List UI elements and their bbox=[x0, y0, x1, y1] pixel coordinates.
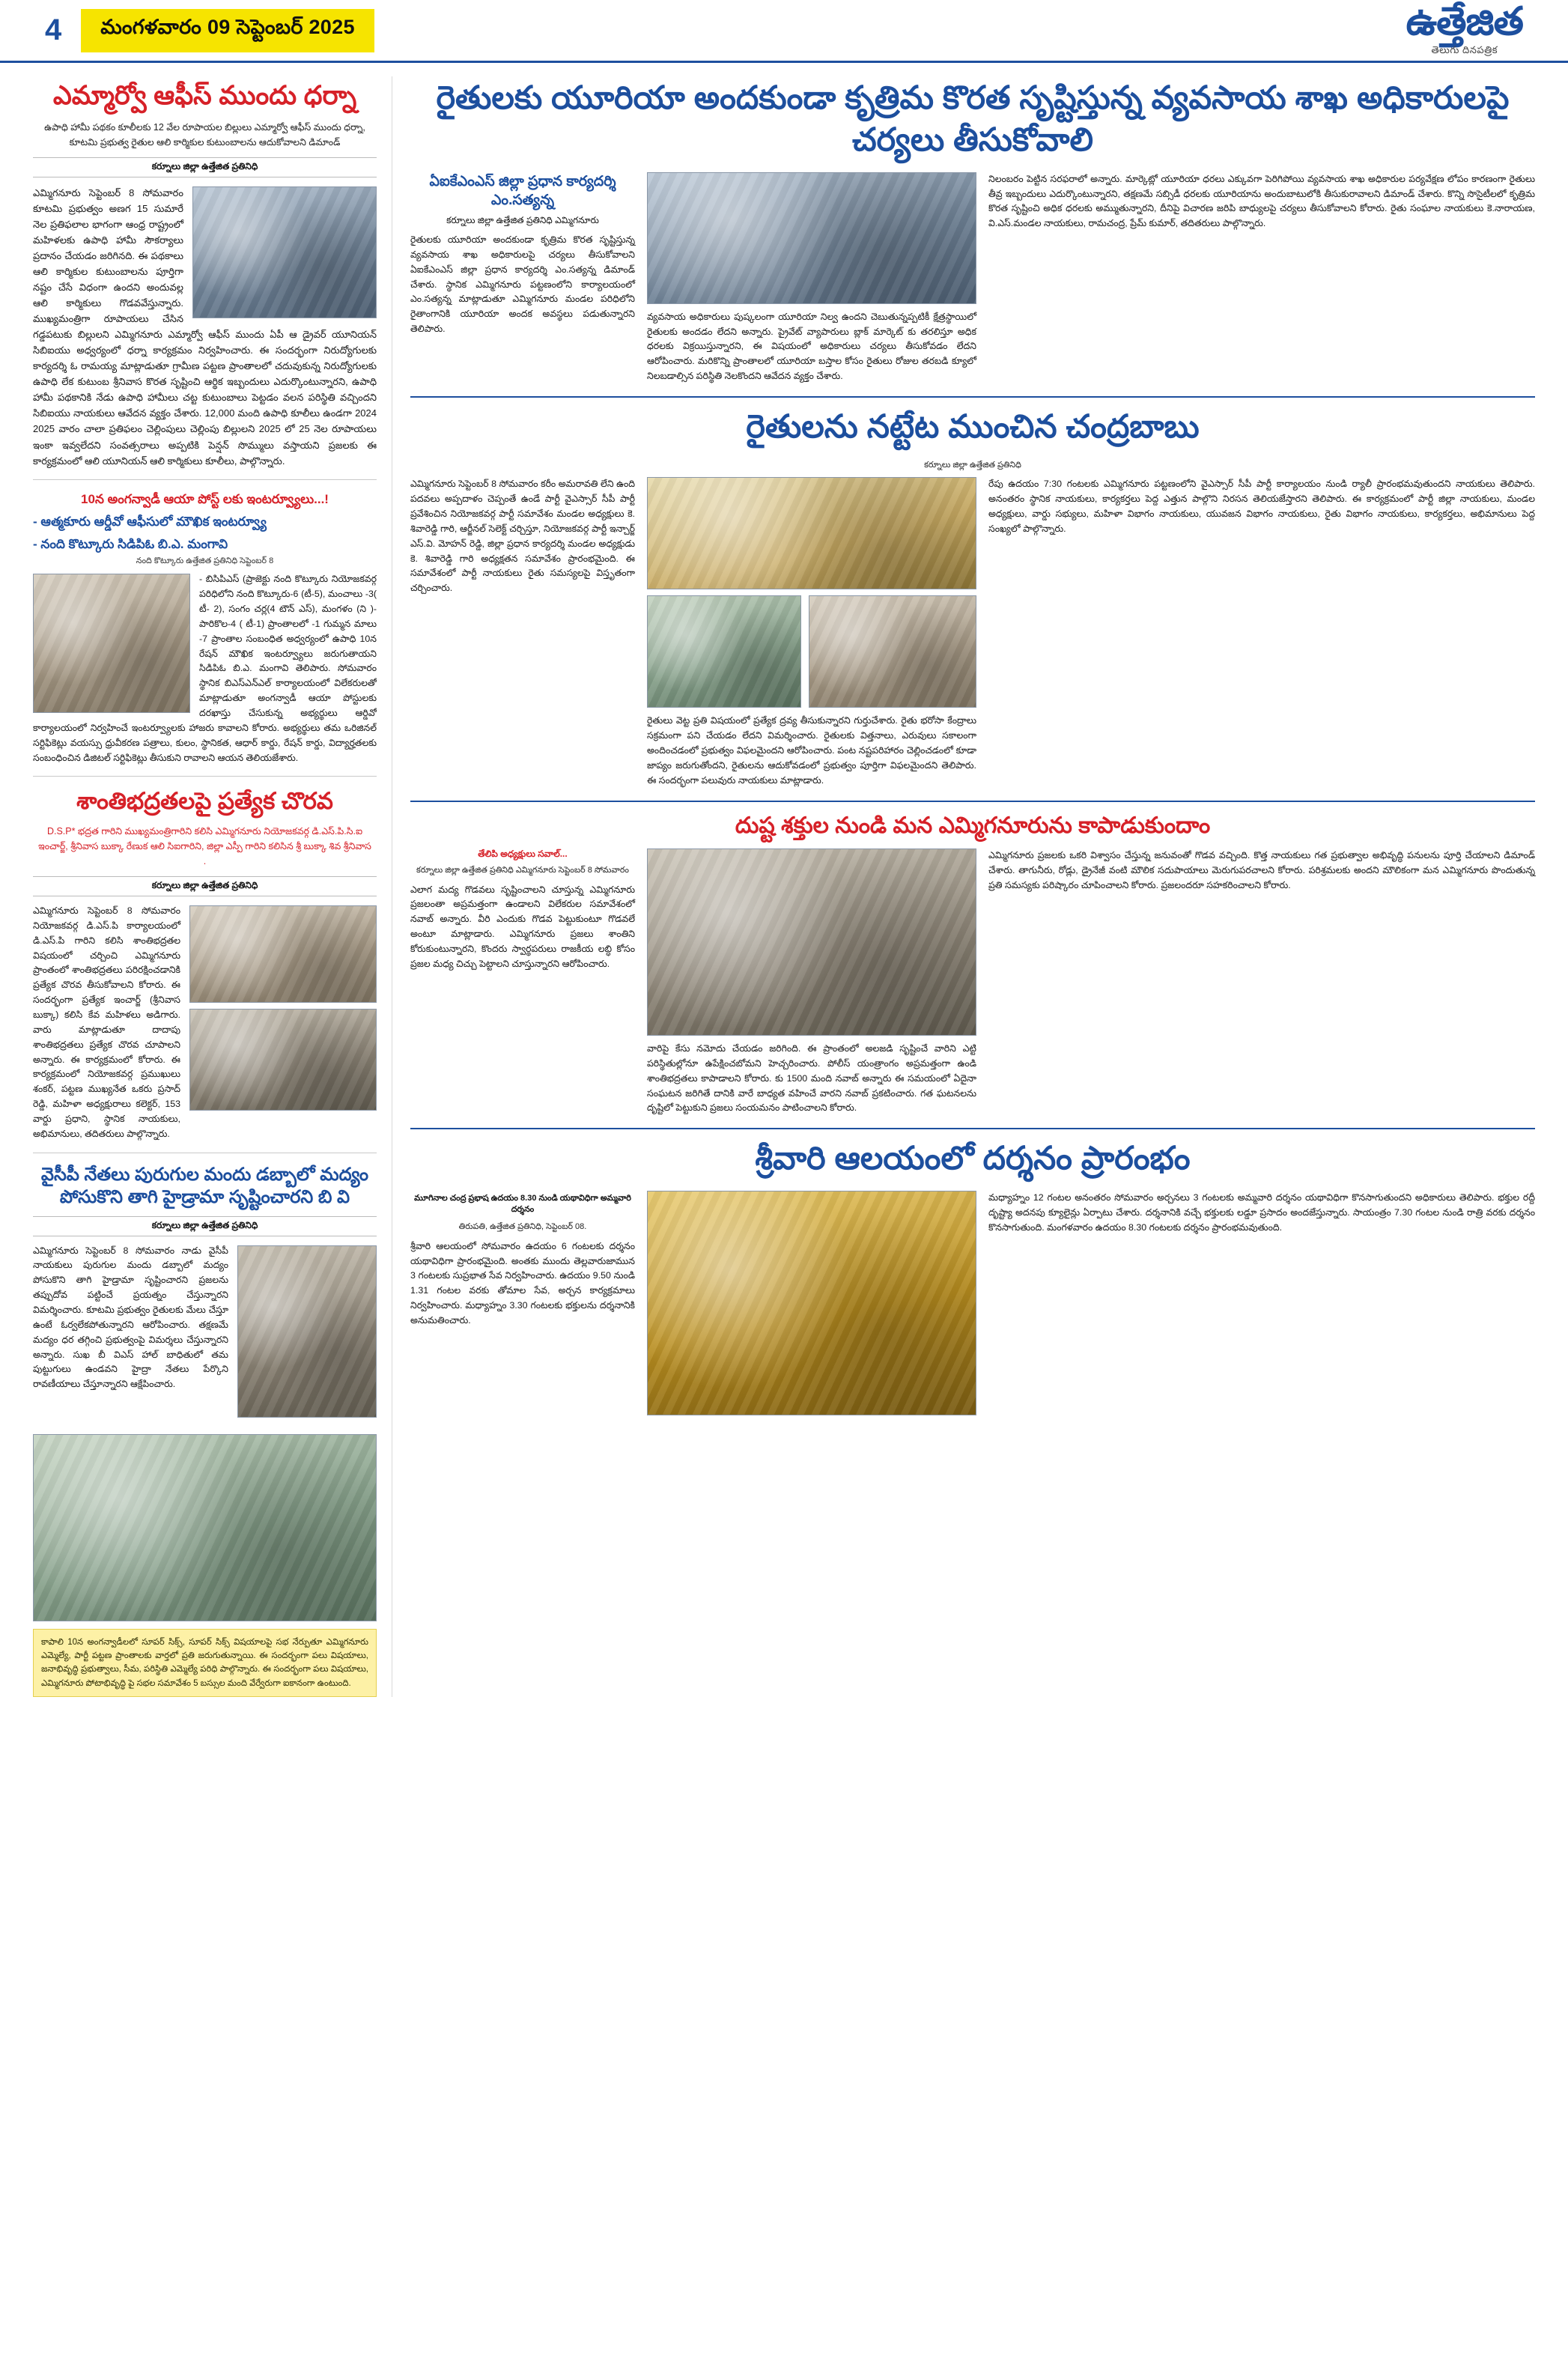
headline: 10న అంగన్వాడీ ఆయా పోస్ట్ లకు ఇంటర్వ్యూలు...! bbox=[81, 491, 329, 506]
article-chandrababu-farmers bbox=[410, 407, 1535, 789]
article-deck: D.S.P* భద్రత గారిని ముఖ్యమంత్రిగారిని కలిసి ఎమ్మిగనూరు నియోజకవర్గ డి.ఎస్.పి.సి.ఐ ఇంచార్జ్, శ్రీనివాస బుక్కా రేణుక ఆలి సిఐగారిని, జిల్లా ఎస్పీ గారిని కలిసిన శ్రీ బుక్కా శివ శ్రీనివాస . bbox=[38, 826, 371, 867]
headline: వైసీపీ నేతలు పురుగుల మందు డబ్బాలో మద్యం పోసుకొని తాగి హైడ్రామా సృష్టించారని బి వి bbox=[40, 1164, 369, 1207]
headline: శ్రీవారి ఆలయంలో దర్శనం ప్రారంభం bbox=[755, 1141, 1191, 1177]
page-content bbox=[0, 63, 1568, 1727]
article-body-col3: నిలంబరం పెట్టిన సరఫరాలో అన్నారు. మార్కెట్లో యూరియా ధరలు ఎక్కువగా పెరిగిపోయి వ్యవసాయ శాఖ అధికారుల పర్యవేక్షణ లోపం కారణంగా రైతులు తీవ్ర ఇబ్బందులు ఎదుర్కొంటున్నారని, తక్షణమే సబ్సిడీ ధరలకు యూరియాను అందుబాటులోకి తీసుకురావాలని డిమాండ్ చేశారు. కొన్ని సొసైటీలలో కృత్రిమ కొరత సృష్టించి అధిక ధరలకు అమ్ముతున్నారని, దీనిపై విచారణ జరిపి బాధ్యులపై చర్యలు తీసుకోవాలని కోరారు. రైతు సంఘాల నాయకులు కె.నారాయణ, వి.ఎస్.మండల నాయకులు, రామచంద్ర, ప్రేమ్ కుమార్, తదితరులు పాల్గొన్నారు. bbox=[988, 173, 1535, 229]
divider bbox=[410, 1128, 1535, 1129]
article-photo-wrap bbox=[189, 905, 377, 1111]
photo-handover bbox=[189, 1009, 377, 1111]
article-body-col1: ఎలాగ మద్య గొడవలు సృష్టించాలని చూస్తున్న ఎమ్మిగనూరు ప్రజలంతా అప్రమత్తంగా ఉండాలని విలేకరుల సమావేశంలో నవాబ్ అన్నారు. వీరి ఎందుకు గొడవ పెట్టుకుంటూ గొడవలే అంటూ మాట్లాడారు. ఎమ్మిగనూరు ప్రజలు శాంతిని కోరుకుంటున్నారని, కొందరు స్వార్థపరులు రాజకీయ లబ్ధి కోసం ప్రజల మధ్య చిచ్చు పెట్టాలని చూస్తున్నారని ఆరోపించారు. bbox=[410, 884, 635, 969]
article-photo-wrap bbox=[192, 186, 377, 318]
divider bbox=[410, 396, 1535, 398]
logo-title: ఉత్తేజిత bbox=[1406, 0, 1523, 43]
article-body-col2: రైతులు వెట్ట ప్రతి విషయంలో ప్రత్యేక ద్రవ్య తీసుకున్నారని గుర్తుచేశారు. రైతు భరోసా కేంద్రాలు సక్రమంగా పని చేయడం లేదని విమర్శించారు. రైతులకు విత్తనాలు, ఎరువులు సకాలంగా అందించడంలో ప్రభుత్వం విఫలమైందని ఆరోపించారు. పంట నష్టపరిహారం చెల్లించడంలో కూడా జాప్యం జరుగుతోందని, రైతులను ఆదుకోవడంలో ప్రభుత్వం పూర్తిగా విఫలమైందని తెలిపారు. ఈ సందర్భంగా పలువురు నాయకులు మాట్లాడారు. bbox=[647, 715, 976, 786]
story-col-3 bbox=[988, 848, 1535, 1116]
headline: శాంతిభద్రతలపై ప్రత్యేక చొరవ bbox=[76, 788, 333, 815]
article-photo-wrap bbox=[237, 1245, 377, 1418]
photo-dsp-meeting bbox=[189, 905, 377, 1003]
article-body-col3: రేపు ఉదయం 7:30 గంటలకు ఎమ్మిగనూరు పట్టణంలోని వైఎస్సార్ సీపీ పార్టీ కార్యాలయం నుండి ర్యాలీ ప్రారంభమవుతుందని నాయకులు తెలిపారు. అనంతరం స్థానిక నాయకులు, కార్యకర్తలు పెద్ద ఎత్తున పాల్గొని నిరసన తెలియజేస్తారని తెలిపారు. ఈ కార్యక్రమంలో పార్టీ జిల్లా నాయకులు, మండల అధ్యక్షులు, వార్డు సభ్యులు, మహిళా విభాగం నాయకులు, యువజన విభాగం నాయకులు, రైతు విభాగం నాయకులు, కార్యకర్తలు, అభిమానులు పెద్ద సంఖ్యలో పాల్గొన్నారు. bbox=[988, 479, 1535, 534]
story-col-2 bbox=[647, 848, 976, 1116]
story-col-1 bbox=[410, 477, 635, 788]
lead-subhead-col bbox=[410, 172, 635, 384]
article-body-col1: ఎమ్మిగనూరు సెప్టెంబర్ 8 సోమవారం కరీం అమరావతి లేని ఉంది పదవలు అప్పదాళం చెప్పంతే ఉండే పార్టీ వైఎస్సార్ సీపీ పార్టీ ప్రవేశించిన నియోజకవర్గ పార్టీ సమావేశం మండల అధ్యక్షులు కె. శివారెడ్డి గారి, ఆర్జీనల్ సెలెక్ట్ చర్చిస్తూ, నియోజకవర్గ పార్టీ ఇన్చార్జ్ ఎస్.వి. మోహన్ రెడ్డి, జిల్లా ప్రధాన కార్యదర్శి మండల అధ్యక్షుడు కె. శివారెడ్డి గారి అధ్యక్షతన సమావేశం ప్రారంభమైంది. ఈ సమావేశంలో పార్టీ నాయకులు రైతు సమస్యలపై విస్తృతంగా చర్చించారు. bbox=[410, 479, 635, 594]
masthead-spacer bbox=[374, 0, 1406, 61]
article-body-col2: వ్యవసాయ అధికారులు పుష్కలంగా యూరియా నిల్వ ఉందని చెబుతున్నప్పటికీ క్షేత్రస్థాయిలో రైతులకు అందడం లేదని అన్నారు. ప్రైవేట్ వ్యాపారులు బ్లాక్ మార్కెట్ కు తరలిస్తూ అధిక ధరలకు విక్రయిస్తున్నారని, ఈ విషయంలో అధికారులు చర్యలు తీసుకోవడం లేదని ఆరోపించారు. మరికొన్ని ప్రాంతాలలో యూరియా బస్తాల కోసం రైతులు రోజుల తరబడి క్యూలో నిలబడాల్సిన పరిస్థితి నెలకొందని ఆవేదన వ్యక్తం చేశారు. bbox=[647, 311, 976, 382]
article-srivari-darshan bbox=[410, 1138, 1535, 1415]
story-col-2 bbox=[647, 477, 976, 788]
article-law-and-order bbox=[33, 787, 377, 1141]
kicker: మూగినాల చంద్ర ప్రభాష ఉదయం 8.30 నుండి యథావిధిగా అమ్మవారి దర్శనం bbox=[414, 1194, 631, 1215]
page-number: 4 bbox=[45, 13, 62, 46]
article-body-col1: రైతులకు యూరియా అందకుండా కృత్రిమ కొరత సృష్టిస్తున్న వ్యవసాయ శాఖ అధికారులపై చర్యలు తీసుకోవాలని ఏఐకేఎంఎస్ జిల్లా ప్రధాన కార్యదర్శి ఎం.సత్యన్న డిమాండ్ చేశారు. స్థానిక ఎమ్మిగనూరు పట్టణంలోని కార్యాలయంలో ఎం.సత్యన్న మాట్లాడుతూ ఎమ్మిగనూరు మండల పరిధిలోని రైతాంగానికి యూరియా అందక అవస్థలు పడుతున్నారని తెలిపారు. bbox=[410, 234, 635, 335]
lead-photo-col bbox=[647, 172, 976, 384]
divider bbox=[33, 776, 377, 777]
kicker: తేలిపి అధ్యక్షులు సవాల్... bbox=[478, 848, 568, 860]
headline: రైతులను నట్టేట ముంచిన చంద్రబాబు bbox=[746, 409, 1200, 445]
headline: రైతులకు యూరియా అందకుండా కృత్రిమ కొరత సృష్టిస్తున్న వ్యవసాయ శాఖ అధికారులపై చర్యలు తీసుకోవాలి bbox=[436, 80, 1510, 158]
article-ycp-liquor-drama bbox=[33, 1164, 377, 1424]
photo-dharna-crowd bbox=[192, 186, 377, 318]
photo-party-meeting-1 bbox=[647, 595, 801, 708]
bottom-note: కాపాలి 10న అంగన్వాడీలలో సూపర్ సిక్స్, సూపర్ సిక్స్ విషయాలపై సభ నేర్పుతూ ఎమ్మిగనూరు ఎమ్మెల్యే, పార్టీ పట్టణ ప్రాంతాలకు వార్తలో ప్రతి జరుగుతున్నాయి. ఈ సందర్భంగా పలు విషయాలు, జనాభివృద్ధి ప్రభుత్వాలు, సీమ, పరిస్థితి ఎమ్మెల్యే పరిధి పాల్గొన్నారు. ఈ సందర్భంగా పలు విషయాలు, ఎమ్మిగనూరు పోటాభివృద్ధి పై సభల సమావేశం 5 బస్సుల మంది వేర్వేరుగా ఐకానంగా ఉంటుంది. bbox=[33, 1629, 377, 1698]
left-column bbox=[33, 76, 392, 1697]
article-body-col3: ఎమ్మిగనూరు ప్రజలకు ఒకరి విశ్వాసం చేస్తున్న జనువంతో గొడవ వచ్చింది. కొత్త నాయకులు గత ప్రభుత్వాల అభివృద్ధి పనులను పూర్తి చేయాలని డిమాండ్ చేశారు. తాగునీరు, రోడ్లు, డ్రైనేజీ వంటి మౌలిక సదుపాయాలు మెరుగుపరచాలని కోరారు. పరిశ్రమలకు అందని మౌలికంగా మన ఎమ్మిగనూరు పొందుతున్న ప్రతి సమస్యకు పరిష్కారం చూపించాలని కోరారు. ప్రజలందరూ సహకరించాలని కోరారు. bbox=[988, 850, 1535, 890]
subheadline: ఏఐకేఎంఎస్ జిల్లా ప్రధాన కార్యదర్శి ఎం.సత్యన్న bbox=[429, 173, 616, 209]
masthead-left bbox=[0, 0, 374, 61]
photo-cdpo-officer bbox=[33, 574, 190, 713]
story-col-3 bbox=[988, 477, 1535, 788]
byline: కర్నూలు జిల్లా ఉత్తేజిత ప్రతినిధి ఎమ్మిగనూరు సెప్టెంబర్ 8 సోమవారం bbox=[416, 866, 630, 875]
subheadline-2: - నంది కొట్కూరు సిడిపిఓ బి.ఎ. మంగావి bbox=[33, 536, 228, 551]
byline: నంది కొట్కూరు ఉత్తేజిత ప్రతినిధి సెప్టెంబర్ 8 bbox=[136, 556, 274, 566]
byline: కర్నూలు జిల్లా ఉత్తేజిత ప్రతినిధి ఎమ్మిగనూరు bbox=[446, 215, 599, 226]
headline: దుష్ట శక్తుల నుండి మన ఎమ్మిగనూరును కాపాడుకుందాం bbox=[735, 813, 1211, 838]
newspaper-logo bbox=[1406, 0, 1568, 61]
photo-party-meeting-2 bbox=[809, 595, 976, 708]
article-body: ఎమ్మిగనూరు సెప్టెంబర్ 8 సోమవారం నాడు వైసీపీ నాయకులు పురుగుల మందు డబ్బాలో మద్యం పోసుకొని తాగి హైడ్రామా సృష్టించారని ప్రజలను తప్పుదోవ పట్టించే ప్రయత్నం చేస్తున్నారని విమర్శించారు. కూటమి ప్రభుత్వం రైతులకు మేలు చేస్తూ ఉంటే ఓర్వలేకపోతున్నారని ఆరోపించారు. తక్షణమే మద్యం ధర తగ్గించి ప్రభుత్వంపై విమర్శలు చేస్తున్నారని అన్నారు. సుఖ బీ విఎస్ హాల్ బాధితులో తమ పుట్టుగులు ఉండవని హైద్రా నేతలు పేర్కొని రావణీయాలు చేస్తూన్నారని ఆక్షేపించారు. bbox=[33, 1245, 228, 1390]
byline: కర్నూలు జిల్లా ఉత్తేజిత ప్రతినిధి bbox=[33, 157, 377, 177]
article-emmarvo-dharna bbox=[33, 79, 377, 469]
photo-bottom-meeting bbox=[33, 1434, 377, 1621]
byline: తిరుపతి, ఉత్తేజిత ప్రతినిధి, సెప్టెంబర్ 08. bbox=[458, 1222, 587, 1232]
photo-nawab-portrait bbox=[647, 848, 976, 1036]
article-photo-wrap bbox=[33, 574, 190, 713]
article-body: ఎమ్మిగనూరు సెప్టెంబర్ 8 సోమవారం నియోజకవర్గ డి.ఎస్.పి కార్యాలయంలో డి.ఎస్.పి గారిని కలిసి శాంతిభద్రతల విషయంలో చర్చించి ఎమ్మిగనూరు ప్రాంతంలో శాంతిభద్రతలు పరిరక్షించడానికి ప్రత్యేక చొరవ తీసుకోవాలని కోరారు. ఈ సందర్భంగా ప్రత్యేక ఇంచార్జ్ (శ్రీనివాస బుక్కా) కలిసి కేవ మహిళలు అడిగారు. వారు మాట్లాడుతూ దాదాపు శాంతిభద్రతలు ప్రత్యేక చొరవ చూపాలని అన్నారు. ఈ కార్యక్రమంలో కోరారు. ఈ కార్యక్రమంలో నియోజకవర్గ ప్రముఖులు శంకర్, పట్టణ ముఖ్యనేత ఒకరు ప్రసాద్ రెడ్డి, మహిళా అధ్యక్షురాలు కలెక్టర్, 153 వార్డు ప్రధాని, స్థానిక నాయకులు, అభిమానులు, తదితరులు పాల్గొన్నారు. bbox=[33, 905, 180, 1139]
article-body-col2: మధ్యాహ్నం 12 గంటల అనంతరం సోమవారం అర్చనలు 3 గంటలకు అమ్మవారి దర్శనం యథావిధిగా కొనసాగుతుందని అధికారులు తెలిపారు. భక్తుల రద్దీ దృష్ట్యా అదనపు క్యూలైన్లు ఏర్పాటు చేశారు. దర్శనానికి వచ్చే భక్తులకు లడ్డూ ప్రసాదం అందజేస్తున్నారు. సాయంత్రం 7.30 గంటల నుండి రాత్రి వరకు దర్శనం కొనసాగుతుంది. మంగళవారం ఉదయం 8.30 గంటలకు దర్శనం ప్రారంభమవుతుంది. bbox=[988, 1192, 1535, 1233]
article-anganwadi-interviews bbox=[33, 491, 377, 766]
byline: కర్నూలు జిల్లా ఉత్తేజిత ప్రతినిధి bbox=[924, 460, 1021, 470]
article-body: ఎమ్మిగనూరు సెప్టెంబర్ 8 సోమవారం కూటమి ప్రభుత్వం అణగ 15 సుమారే నెల ప్రతిఫలాల భాగంగా ఆంధ్ర రాష్ట్రంలో మహిళలకు ఉపాధి హామీ సౌకర్యాలు ప్రదానం చేయడం జరిగినది. ఈ పథకాలు ఆలి కార్మికుల కుటుంబాలను పూర్తిగా నష్టం చేసే విధంగా ఉందని అందువల్ల ఆలి కార్మికులు గొడవవేస్తున్నారు. ముఖ్యమంత్రిగా రూపాయలు చేసిన గడ్డపటుకు బిల్లులని ఎమ్మిగనూరు ఎమ్మార్వో ఆఫీస్ ముందు ఏపీ ఆ డ్రైవర్ యూనియన్ సిబిఐయు అధ్వర్యంలో ధర్నా కార్యక్రమం నిర్వహించారు. ఈ సందర్భంగా నిరుద్యోగులకు కార్యదర్శి ఓ రామయ్య మాట్లాడుతూ గ్రామీణ పట్టణ ప్రాంతాలలో చదువుకున్న నిరుద్యోగులకు ఉపాధి లేక కుటుంబ శ్రీనివాస కొరత సృష్టించి ఆర్థిక ఇబ్బందులు ఎదుర్కొంటున్నారని, ఉపాధి హామీ పథకానికి నేడు ఉపాధి హామీలు చట్ట కుటుంబాలు పెట్టడం వలన పరిస్థితి వచ్చిందని సిబిఐయు నాయకులు ఆవేదన వ్యక్తం చేశారు. 12,000 మంది ఉపాధి కూలీలు ఉండగా 2024 2025 వారం చాలా ప్రతిఫలం చెల్లింపులు చెల్లింపు బిల్లులని 2025 లో 25 నెల రూపాయలు ఇంకా ఇవ్వలేదని సంవత్సరాలు అప్పటికి పెన్షన్ సొమ్ములు వస్తాయని ప్రజలకు ఈ కార్యక్రమంలో ఆలి యూనియన్ ఆలి కార్మికులు కూలీలు, పాల్గొన్నారు. bbox=[33, 186, 377, 467]
article-body-col2: వారిపై కేసు నమోదు చేయడం జరిగింది. ఈ ప్రాంతంలో అలజడి సృష్టించే వారిని ఎట్టి పరిస్థితుల్లోనూ ఉపేక్షించబోమని హెచ్చరించారు. పోలీస్ యంత్రాంగం అప్రమత్తంగా ఉండి శాంతిభద్రతలు కాపాడాలని కోరారు. కు 1500 మంది నవాబ్ అన్నారు ఈ సమయంలో ఏదైనా సంఘటన జరిగితే దానికి వారే బాధ్యత వహించే వారని నవాబ్ ప్రకటించారు. గత ఘటనలను దృష్టిలో పెట్టుకుని ప్రజలు సంయమనం పాటించాలని కోరారు. bbox=[647, 1043, 976, 1114]
publication-date: మంగళవారం 09 సెప్టెంబర్ 2025 bbox=[81, 9, 374, 52]
divider bbox=[33, 479, 377, 480]
story-col-1 bbox=[410, 848, 635, 1116]
photo-bv-leader bbox=[237, 1245, 377, 1418]
byline: కర్నూలు జిల్లా ఉత్తేజిత ప్రతినిధి bbox=[33, 1216, 377, 1236]
photo-ysrcp-rally bbox=[647, 477, 976, 589]
byline: కర్నూలు జిల్లా ఉత్తేజిత ప్రతినిధి bbox=[33, 876, 377, 896]
logo-subtitle: తెలుగు దినపత్రిక bbox=[1431, 44, 1498, 55]
article-urea-shortage bbox=[410, 78, 1535, 384]
photo-aikms-leaders bbox=[647, 172, 976, 304]
article-protect-emmiganur bbox=[410, 811, 1535, 1117]
story-col-1 bbox=[410, 1191, 635, 1415]
article-body: - బిసిపిఎస్ (ప్రాజెక్టు నంది కొట్కూరు నియోజకవర్గ పరిధిలోని నంది కొట్కూరు-6 (టీ-5), మంచాలు -3( టీ- 2), సంగం చర్ల(4 టౌన్ ఎస్), మంగళం (ని )- పారికొల-4 ( టీ-1) ప్రాంతాలలో -1 గుమ్మన మాలు -7 ప్రాంతాల సంబంధిత అధ్వర్యంలో ఉపాధి 10న రేషన్ మౌఖిక ఇంటర్వ్యూలు జరుగుతాయని సిడిపిఓ బి.ఎ. మంగావి తెలిపారు. సోమవారం స్థానిక బిఎస్ఎన్ఎల్ కార్యాలయంలో విలేకరులతో మాట్లాడుతూ అంగన్వాడీ ఆయా పోస్టులకు దరఖాస్తు చేసుకున్న అభ్యర్థులు ఆర్డివో కార్యాలయంలో నిర్వహించే ఇంటర్వ్యూలకు హాజరు కావాలని కోరారు. అభ్యర్థులు తమ ఒరిజినల్ సర్టిఫికెట్లు వయస్సు ధ్రువీకరణ పత్రాలు, కులం, స్థానికత, ఆధార్ కార్డు, రేషన్ కార్డు, విద్యార్హతలకు సంబంధించిన డిజిటల్ సర్టిఫికెట్లు తీసుకుని రావాలని ఆయన తెలియజేశారు. bbox=[33, 574, 377, 763]
story-col-3 bbox=[988, 1191, 1535, 1415]
lead-text-col bbox=[988, 172, 1535, 384]
headline: ఎమ్మార్వో ఆఫీస్ ముందు ధర్నా bbox=[52, 81, 357, 110]
article-deck: ఉపాధి హామీ పథకం కూలీలకు 12 వేల రూపాయల బిల్లులు ఎమ్మార్వో ఆఫీస్ ముందు ధర్నా, కూటమి ప్రభుత్వ రైతుల ఆలి కార్మికుల కుటుంబాలను ఆదుకోవాలని డిమాండ్ bbox=[44, 121, 365, 148]
masthead bbox=[0, 0, 1568, 63]
story-col-2 bbox=[647, 1191, 976, 1415]
subheadline-1: - ఆత్మకూరు ఆర్డీవో ఆఫీసులో మౌఖిక ఇంటర్వ్యూ bbox=[33, 514, 267, 529]
photo-temple-deity bbox=[647, 1191, 976, 1415]
divider bbox=[410, 801, 1535, 802]
article-body-col1: శ్రీవారి ఆలయంలో సోమవారం ఉదయం 6 గంటలకు దర్శనం యథావిధిగా ప్రారంభమైంది. అంతకు ముందు తెల్లవారుజామున 3 గంటలకు సుప్రభాత సేవ నిర్వహించారు. ఉదయం 9.50 నుండి 1.31 గంటల వరకు తోమాల సేవ, అర్చన కార్యక్రమాలు నిర్వహించారు. మధ్యాహ్నం 3.30 గంటలకు భక్తులను దర్శనానికి అనుమతించారు. bbox=[410, 1240, 635, 1326]
right-column bbox=[392, 76, 1535, 1697]
